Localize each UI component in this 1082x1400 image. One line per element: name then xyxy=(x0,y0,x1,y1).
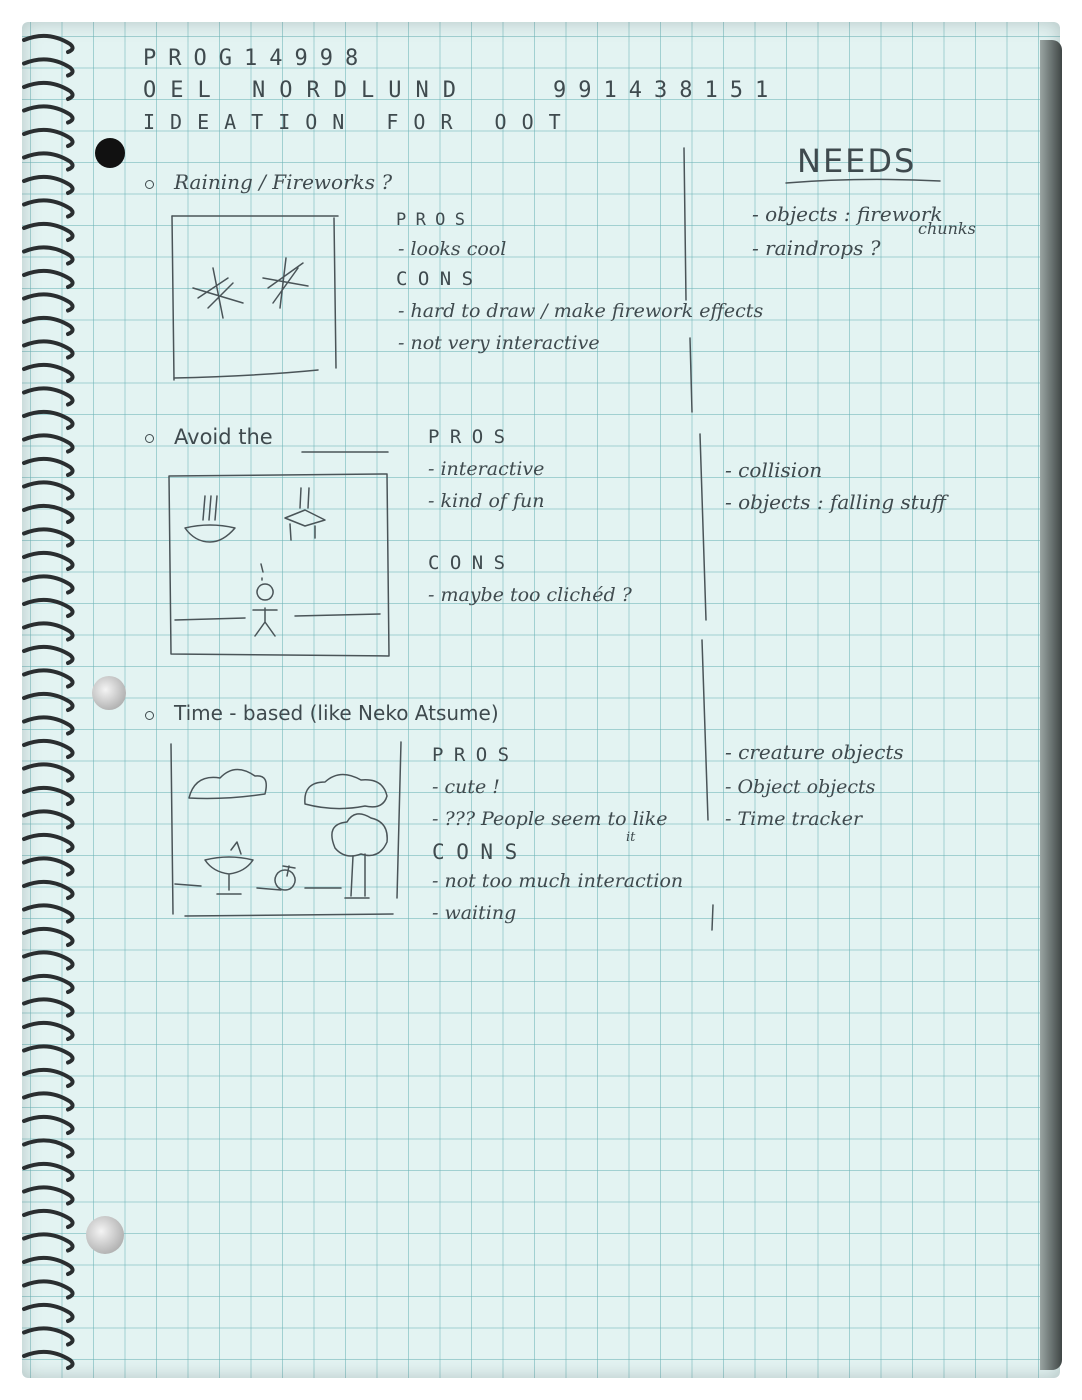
idea-3-con-1: - not too much interaction xyxy=(432,870,684,892)
idea-1-need-1: - objects : firework xyxy=(752,202,943,226)
idea-3-pros-heading: PROS xyxy=(432,744,520,766)
idea-1-sketch xyxy=(168,208,343,384)
idea-2-blank-line xyxy=(298,448,393,456)
ideation-title: IDEATION FOR OOT xyxy=(143,110,576,134)
idea-2-need-1: - collision xyxy=(725,458,823,482)
bullet-idea-3 xyxy=(145,711,154,720)
student-id: 991438151 xyxy=(553,78,781,103)
idea-2-con-1: - maybe too clichéd ? xyxy=(428,584,632,606)
idea-2-pro-2: - kind of fun xyxy=(428,490,545,512)
idea-3-sketch xyxy=(165,738,405,923)
bullet-idea-2 xyxy=(145,434,154,443)
student-name: OEL NORDLUND xyxy=(143,78,470,103)
idea-1-pro-1: - looks cool xyxy=(398,238,507,260)
idea-2-title: Avoid the xyxy=(174,425,273,449)
idea-1-need-2: - raindrops ? xyxy=(752,236,881,260)
idea-1-cons-heading: CONS xyxy=(396,268,484,290)
idea-2-need-2: - objects : falling stuff xyxy=(725,490,946,514)
idea-3-pro-1: - cute ! xyxy=(432,776,500,798)
idea-3-con-2: - waiting xyxy=(432,902,517,924)
idea-1-con-1: - hard to draw / make firework effects xyxy=(398,300,764,322)
idea-1-con-2: - not very interactive xyxy=(398,332,600,354)
needs-heading: NEEDS xyxy=(797,142,917,180)
idea-2-pros-heading: PROS xyxy=(428,426,516,448)
idea-2-cons-heading: CONS xyxy=(428,552,516,574)
idea-1-need-1-cont: chunks xyxy=(918,219,976,238)
idea-3-need-2: - Object objects xyxy=(725,776,876,798)
idea-1-pros-heading: PROS xyxy=(396,210,475,230)
idea-3-need-3: - Time tracker xyxy=(725,808,863,830)
idea-3-pro-2: - ??? People seem to like xyxy=(432,808,668,830)
idea-2-sketch xyxy=(165,470,395,662)
idea-2-pro-1: - interactive xyxy=(428,458,545,480)
course-code: PROG14998 xyxy=(143,46,371,71)
idea-3-pro-2-cont: it xyxy=(626,830,636,845)
idea-3-need-1: - creature objects xyxy=(725,740,904,764)
idea-3-cons-heading: CONS xyxy=(432,840,529,864)
idea-1-title: Raining / Fireworks ? xyxy=(174,170,393,194)
bullet-idea-1 xyxy=(145,180,154,189)
idea-3-title: Time - based (like Neko Atsume) xyxy=(174,701,499,725)
